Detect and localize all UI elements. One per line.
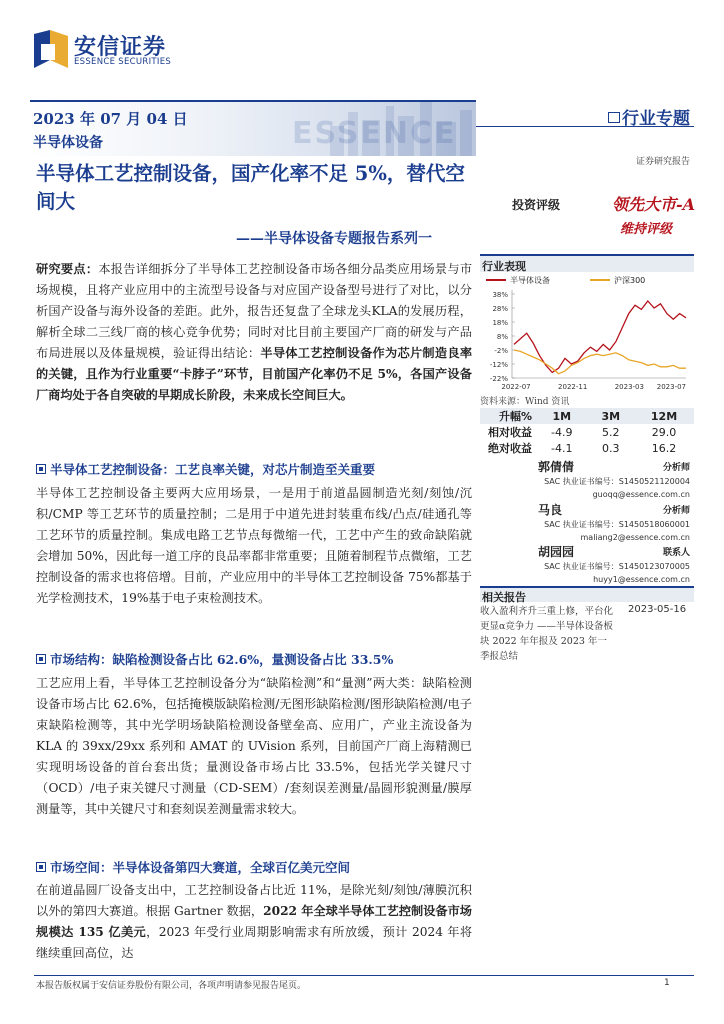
summary-text: 本报告详细拆分了半导体工艺控制设备市场各细分品类应用场景与市场规模，且将产业应用中的主流型号设备与对应国产设备型号进行了对比，以分析国产设备与海外设备的差距。此外，报告还复盘了全球龙头KLA的发展历程，解析全球二三线厂商的核心竞争优势；同时对比目前主要国产厂商的研发与产品布局进展以及体量规模，验证得出结论： [36,262,473,360]
x-tick-label: 2023-03 [614,383,644,391]
section-heading: 市场空间：半导体设备第四大赛道，全球百亿美元空间 [36,858,350,876]
series-line [514,350,686,374]
performance-table [480,408,694,456]
divider [476,126,694,127]
analyst-email[interactable]: guoqq@essence.com.cn [592,490,690,499]
section-paragraph: 工艺应用上看，半导体工艺控制设备分为“缺陷检测”和“量测”两大类：缺陷检测设备市场占比 62.6%，包括掩模版缺陷检测/无图形缺陷检测/图形缺陷检测/电子束缺陷检测等，其中光学明场缺陷检测设备壁垒高、应用广，产业主流设备为 KLA 的 39xx/29xx 系列和 AMAT 的 UVision 系列，目前国产厂商上海精测已实现明场设备的首台套出货；量测设备市场占比 33.5%，包括光学关键尺寸（OCD）/电子束关键尺寸测量（CD-SEM）/套刻误差测量/晶圆形貌测量/膜厚测量等，其中关键尺寸和套刻误差测量需求较大。 [36,676,472,816]
analyst-card: 胡园园 联系人 SAC 执业证书编号：S1450123070005 huyy1@essence.com.cn [538,545,690,584]
performance-chart [480,272,694,394]
section-heading: 市场结构：缺陷检测设备占比 62.6%，量测设备占比 33.5% [36,650,393,668]
analyst-card: 郭倩倩 分析师 SAC 执业证书编号：S1450521120004 guoqq@essence.com.cn [538,460,690,499]
page-title: 半导体工艺控制设备，国产化率不足 5%，替代空间大 [36,162,465,213]
logo-name: 安信证券 [74,35,167,60]
section-heading: 半导体工艺控制设备：工艺良率关键，对芯片制造至关重要 [36,460,375,478]
rating-label: 投资评级 [512,198,561,212]
section-paragraph: 半导体工艺控制设备主要两大应用场景，一是用于前道晶圆制造光刻/刻蚀/沉积/CMP 等工艺环节的质量控制；二是用于中道先进封装重布线/凸点/硅通孔等工艺环节的质量控制。集成电路工艺节点每微缩一代，工艺中产生的致命缺陷就会增加 50%，因此每一道工序的良品率都非常重要；且随着制程节点微缩，工艺控制设备的需求也将倍增。目前，产业应用中的半导体工艺控制设备 75%都基于光学检测技术，19%基于电子束检测技术。 [36,486,472,605]
report-sector: 半导体设备 [33,135,103,151]
summary-bold: 半导体工艺控制设备作为芯片制造良率的关键，且作为行业重要“卡脖子”环节，目前国产化率仍不足 5%，各国产设备厂商均处于各自突破的早期成长阶段，未来成长空间巨大。 [36,346,473,402]
banner-watermark: ESSENCE [292,116,457,151]
y-tick-label: -12% [489,361,508,369]
related-heading: 相关报告 [480,586,694,602]
section-bullet-icon [36,654,46,664]
y-tick-label: 28% [492,305,508,313]
analyst-email[interactable]: huyy1@essence.com.cn [593,575,690,584]
report-kind: 证券研究报告 [635,157,690,167]
rating-change: 维持评级 [620,222,673,237]
table-header-row: 升幅% 1M 3M 12M [480,408,694,424]
section-bullet-icon [36,464,46,474]
summary-paragraph [36,259,472,406]
company-logo [34,30,254,70]
analyst-card: 马良 分析师 SAC 执业证书编号：S1450518060001 maliang2@essence.com.cn [538,503,690,542]
y-tick-label: 38% [492,291,508,299]
y-tick-label: -22% [489,375,508,383]
x-tick-label: 2023-07 [656,383,686,391]
related-report-link[interactable]: 收入盈利齐升三重上修，平台化更显α竞争力 ——半导体设备板块 2022 年年报及 2023 年一季报总结 [480,606,614,662]
analyst-email[interactable]: maliang2@essence.com.cn [580,533,690,542]
series-line [514,301,686,372]
page-number: 1 [664,978,670,988]
table-row: 相对收益 -4.9 5.2 29.0 [488,425,677,439]
section-bullet-icon [36,862,46,872]
page-subtitle: ——半导体设备专题报告系列一 [236,231,432,247]
y-tick-label: 8% [496,333,508,341]
rating-value: 领先大市-A [612,195,696,214]
chart-source: 资料来源：Wind 资讯 [480,397,570,407]
x-tick-label: 2022-07 [501,383,531,391]
footer-disclaimer: 本报告版权属于安信证券股份有限公司，各项声明请参见报告尾页。 [36,981,307,991]
summary-lead: 研究要点： [36,262,99,276]
legend-label: 半导体设备 [510,276,550,285]
y-tick-label: 18% [492,319,508,327]
header-banner [30,100,476,156]
performance-heading: 行业表现 [480,254,694,272]
report-type: 行业专题 [608,104,690,129]
logo-mark-icon [34,30,68,68]
x-tick-label: 2022-11 [558,383,588,391]
related-report-date: 2023-05-16 [628,604,687,615]
legend-label: 沪深300 [614,276,646,285]
logo-english: ESSENCE SECURITIES [74,57,172,67]
report-date: 2023 年 07 月 04 日 [33,110,188,128]
report-type-icon [608,112,620,123]
footer-divider [34,975,694,976]
section-paragraph: 在前道晶圆厂设备支出中，工艺控制设备占比近 11%，是除光刻/刻蚀/薄膜沉积以外的第四大赛道。根据 Gartner 数据，2022 年全球半导体工艺控制设备市场规模达 135 亿美元，2023 年受行业周期影响需求有所放缓，预计 2024 年将继续重回高位，达 [36,883,473,960]
table-row: 绝对收益 -4.1 0.3 16.2 [488,441,677,455]
y-tick-label: -2% [494,347,508,355]
